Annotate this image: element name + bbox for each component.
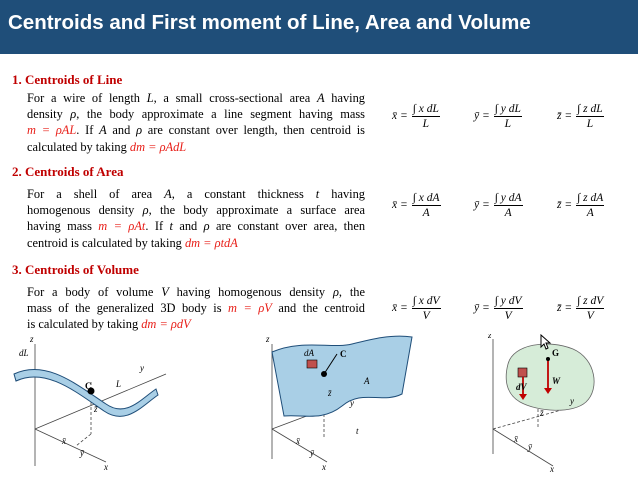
fig1-zbar-label: z̄ [94,404,98,414]
fig1-ybar-label: ȳ [80,448,84,458]
text-segment: dm = ρAdL [129,139,187,154]
formula-fraction [576,192,604,219]
text-segment: m = ρAL [27,123,77,138]
formula-fraction [494,192,523,219]
formula-denominator: L [504,117,512,130]
formula-fraction [494,295,523,322]
formula-fraction [494,103,522,130]
text-line [27,106,365,122]
text-segment: t [169,219,173,234]
text-segment: density [27,107,71,122]
formula-lhs: x̄ = [392,302,408,314]
figure-area-centroid [242,334,422,474]
cursor-icon [540,334,554,350]
text-segment: dm = ρtdA [184,235,238,250]
fig2-z-label: z [266,334,270,344]
text-segment: , the body approximate a line segment having mass [76,107,366,122]
fig2-A-label: A [364,376,370,386]
formula-fraction [412,295,441,322]
text-segment: L [146,91,154,105]
text-segment: m = ρAt [98,219,146,234]
formulas-volume [392,288,628,328]
fig3-dV-label: dV [516,382,527,392]
formula-lhs: x̄ = [392,110,408,122]
fig2-dA-label: dA [304,348,314,358]
formula-numerator: ∫ x dL [412,102,439,115]
text-line [27,186,365,202]
text-segment: calculated by taking [27,139,130,154]
text-segment: homogenous density [27,203,143,218]
text-segment: and the centroid [271,301,365,316]
fig1-L-label: L [116,379,122,389]
centroid-formula [474,96,522,136]
text-segment: having [324,91,365,105]
text-line [27,90,365,106]
formula-denominator: V [586,309,594,322]
text-line [27,139,365,155]
centroid-formula [474,288,523,328]
text-line [27,122,365,138]
fig2-t-label: t [356,426,359,436]
fig1-xbar-label: x̄ [62,436,66,446]
centroid-formula [474,185,523,225]
formula-numerator: ∫ y dA [494,191,522,204]
formula-fraction [412,192,441,219]
text-segment: is calculated by taking [27,317,142,332]
formula-numerator: ∫ z dL [577,102,603,115]
text-segment: having [319,187,365,201]
fig2-xbar-label: x̄ [296,436,300,446]
formula-lhs: z̄ = [557,110,573,122]
fig2-y-label: y [350,398,354,408]
formula-fraction [576,103,604,130]
formula-lhs: ȳ = [474,110,490,122]
fig3-G-label: G [552,348,560,358]
fig2-zbar-label: z̄ [328,388,332,398]
section-text-line [27,90,365,155]
text-line [27,316,365,332]
text-segment: and [106,123,137,138]
formula-denominator: L [422,117,430,130]
text-segment: A [99,123,107,138]
fig3-ybar-label: ȳ [528,442,532,452]
fig1-dL-label: dL [19,348,29,358]
fig3-xbar-label: x̄ [514,434,518,444]
text-segment: having mass [27,219,99,234]
text-line [27,235,365,251]
centroid-formula [392,96,440,136]
text-line [27,202,365,218]
fig3-y-label: y [570,396,574,406]
text-segment: mass of the generalized 3D body is [27,301,229,316]
text-segment: For a body of volume [27,285,162,299]
fig1-x-label: x [104,462,108,472]
figure-volume-centroid [478,334,628,474]
formula-denominator: V [422,309,430,322]
formula-lhs: ȳ = [474,199,490,211]
section-heading-volume: 3. Centroids of Volume [12,262,139,277]
text-segment: t [315,187,320,201]
formula-numerator: ∫ x dA [412,191,440,204]
text-segment: For a shell of area [27,187,165,201]
section-heading-area: 2. Centroids of Area [12,164,124,179]
formula-fraction [412,103,440,130]
fig3-zbar-label: z̄ [540,408,544,418]
text-segment: . If [76,123,100,138]
text-line [27,300,365,316]
text-segment: , a small cross-sectional area [153,91,317,105]
text-segment: A [164,187,172,201]
title-banner [0,0,638,54]
text-segment: and [172,219,204,234]
formula-denominator: A [504,206,512,219]
section-heading-line: 1. Centroids of Line [12,72,123,87]
centroid-formula [392,185,441,225]
text-segment: , a constant thickness [171,187,316,201]
dV-element [518,368,527,377]
text-segment: For a wire of length [27,91,147,105]
text-segment: ρ [70,107,77,122]
formula-denominator: A [422,206,430,219]
fig2-x-label: x [322,462,326,472]
formula-fraction [576,295,604,322]
formula-numerator: ∫ y dL [494,102,521,115]
formulas-line [392,96,628,136]
text-segment: ρ [332,285,339,299]
text-segment: ρ [203,219,210,234]
fig1-C-label: C [85,381,92,391]
fig3-z-label: z [488,334,492,340]
formula-lhs: z̄ = [557,302,573,314]
fig3-W-label: W [552,376,561,386]
text-segment: A [316,91,325,105]
fig1-z-label: z [30,334,34,344]
formula-lhs: z̄ = [557,199,573,211]
formula-denominator: L [586,117,594,130]
text-segment: centroid is calculated by taking [27,235,185,250]
x-axis-line [35,429,106,462]
formula-numerator: ∫ x dV [412,294,440,307]
fig2-C-label: C [340,349,347,359]
text-segment: , the [338,285,365,299]
text-segment: m = ρV [228,301,272,316]
text-segment: ρ [136,123,143,138]
text-line [27,284,365,300]
fig3-x-label: x [550,464,554,474]
figure-line-centroid [6,334,196,474]
formula-numerator: ∫ y dV [494,294,522,307]
formulas-area [392,185,628,225]
dA-element [307,360,317,368]
text-segment: ρ [142,203,149,218]
fig2-ybar-label: ȳ [310,448,314,458]
text-segment: having homogenous density [168,285,333,299]
formula-lhs: ȳ = [474,302,490,314]
centroid-formula [557,96,604,136]
formula-lhs: x̄ = [392,199,408,211]
section-text-volume [27,284,365,333]
text-segment: . If [145,219,170,234]
formula-denominator: A [586,206,594,219]
page-title: Centroids and First moment of Line, Area and Volume [8,11,531,34]
text-segment: V [161,285,169,299]
formula-numerator: ∫ z dA [577,191,604,204]
fig1-y-label: y [140,363,144,373]
formula-denominator: V [504,309,512,322]
centroid-formula [557,185,604,225]
text-segment: are constant over area, then [209,219,366,234]
wire-shape [14,369,158,416]
text-segment: dm = ρdV [141,317,191,332]
centroid-formula [392,288,441,328]
text-segment: , the body approximate a surface area [148,203,365,218]
centroid-formula [557,288,604,328]
section-text-area [27,186,365,251]
formula-numerator: ∫ z dV [577,294,604,307]
text-line [27,218,365,234]
text-segment: are constant over length, then centroid is [142,123,365,138]
